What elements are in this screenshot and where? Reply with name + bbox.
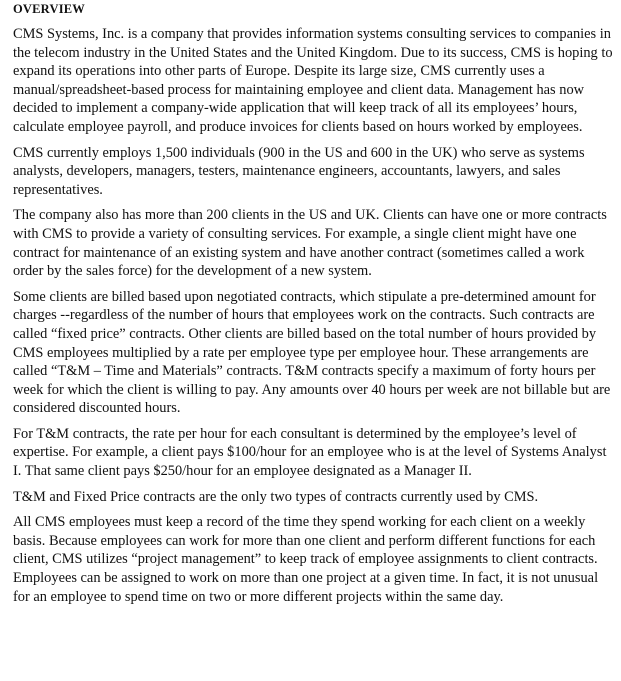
document-page [13, 2, 613, 613]
paragraph-time-tracking: All CMS employees must keep a record of the time they spend working for each client on a weekly basis. Because employees can work for more than one client and perform different functions for each client, CMS utilizes “project management” to keep track of employee assignments to client contracts. Employees can be assigned to work on more than one project at a given time. In fact, it is not unusual for an employee to spend time on two or more different projects within the same day. [13, 514, 599, 605]
paragraph-contract-types: T&M and Fixed Price contracts are the only two types of contracts currently used by CMS. [13, 488, 539, 505]
section-heading: OVERVIEW [13, 2, 86, 16]
paragraph-billing: Some clients are billed based upon negotiated contracts, which stipulate a pre-determined amount for charges --regardless of the number of hours that employees work on the contracts. Such contracts are called “fixed price” contracts. Other clients are billed based on the total number of hours provided by CMS employees multiplied by a rate per employee type per employee hour. These arrangements are called “T&M – Time and Materials” contracts. T&M contracts specify a maximum of forty hours per week for which the client is willing to pay. Any amounts over 40 hours per week are not billable but are considered discounted hours. [13, 288, 611, 417]
paragraph-company-intro: CMS Systems, Inc. is a company that provides information systems consulting services to companies in the telecom industry in the United States and the United Kingdom. Due to its success, CMS is hoping to expand its operations into other parts of Europe. Despite its large size, CMS currently uses a manual/spreadsheet-based process for maintaining employee and client data. Management has now decided to implement a company-wide application that will keep track of all its employees’ hours, calculate employee payroll, and produce invoices for clients based on hours worked by employees. [13, 26, 613, 135]
paragraph-tm-rates: For T&M contracts, the rate per hour for each consultant is determined by the employee’s level of expertise. For example, a client pays $100/hour for an employee who is at the level of Systems Analyst I. That same client pays $250/hour for an employee designated as a Manager II. [13, 425, 607, 480]
paragraph-clients: The company also has more than 200 clients in the US and UK. Clients can have one or more contracts with CMS to provide a variety of consulting services. For example, a single client might have one contract for maintenance of an existing system and have another contract (sometimes called a work order by the sales force) for the development of a new system. [13, 207, 607, 280]
paragraph-employees: CMS currently employs 1,500 individuals (900 in the US and 600 in the UK) who serve as systems analysts, developers, managers, testers, maintenance engineers, accountants, lawyers, and sales representatives. [13, 144, 585, 198]
